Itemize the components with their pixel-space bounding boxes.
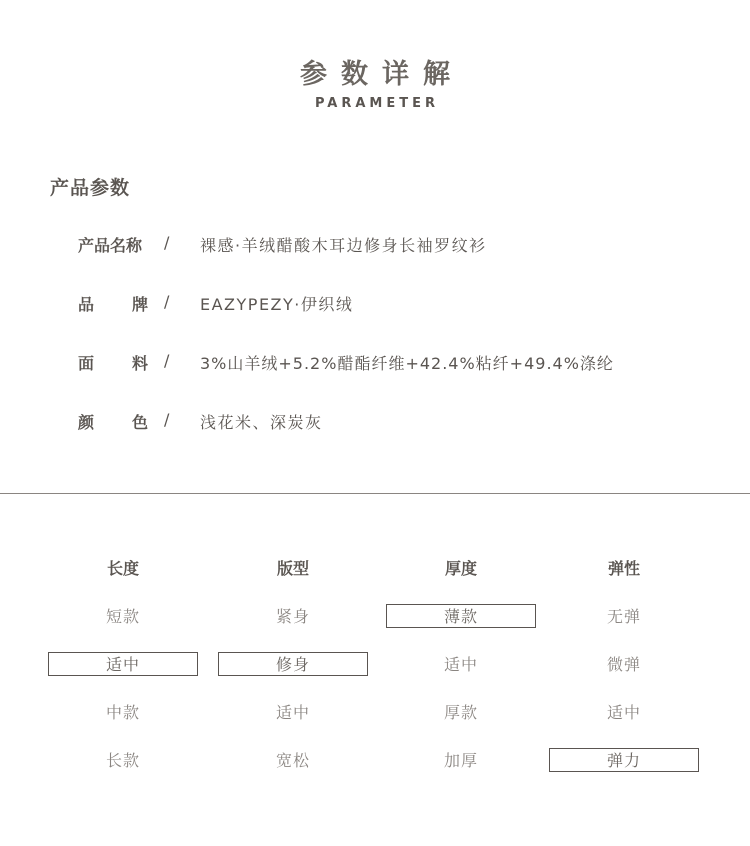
attribute-option: 适中 <box>606 703 641 722</box>
param-label <box>78 410 148 433</box>
page-subtitle: PARAMETER <box>314 96 440 111</box>
param-value: 浅花米、深炭灰 <box>200 413 323 432</box>
param-label-char: 牌 <box>131 295 148 314</box>
attribute-option-selected: 适中 <box>48 652 198 676</box>
attribute-header: 长度 <box>106 559 139 578</box>
param-row-name <box>78 233 718 257</box>
param-label-char: 品 <box>78 295 95 314</box>
attribute-header: 版型 <box>276 559 309 578</box>
param-label <box>78 351 148 374</box>
param-separator: / <box>164 351 170 370</box>
attribute-option: 长款 <box>105 751 140 770</box>
param-separator: / <box>164 410 170 429</box>
param-separator: / <box>164 233 170 252</box>
param-value: 3%山羊绒+5.2%醋酯纤维+42.4%粘纤+49.4%涤纶 <box>200 354 614 373</box>
param-label: 产品名称 <box>78 236 143 255</box>
attribute-option-selected: 薄款 <box>386 604 536 628</box>
attribute-option: 微弹 <box>606 655 641 674</box>
attribute-column-thickness <box>386 556 536 772</box>
attribute-option-selected: 弹力 <box>549 748 699 772</box>
attribute-option: 中款 <box>105 703 140 722</box>
section-title: 产品参数 <box>50 177 131 199</box>
attribute-option: 适中 <box>275 703 310 722</box>
attribute-option: 短款 <box>105 607 140 626</box>
attribute-option: 宽松 <box>275 751 310 770</box>
section-divider <box>0 493 750 494</box>
param-row-color <box>78 410 718 434</box>
param-value: 裸感·羊绒醋酸木耳边修身长袖罗纹衫 <box>200 236 487 255</box>
attribute-option: 无弹 <box>606 607 641 626</box>
param-row-material <box>78 351 718 375</box>
attribute-column-elasticity <box>549 556 699 772</box>
param-label-char: 颜 <box>78 413 95 432</box>
attribute-header: 厚度 <box>444 559 477 578</box>
attribute-option: 适中 <box>443 655 478 674</box>
param-separator: / <box>164 292 170 311</box>
param-label-char: 面 <box>78 354 95 373</box>
attribute-column-fit <box>218 556 368 772</box>
attribute-option: 紧身 <box>275 607 310 626</box>
attribute-column-length <box>48 556 198 772</box>
attribute-header: 弹性 <box>607 559 640 578</box>
page-title: 参数详解 <box>300 59 464 90</box>
param-row-brand <box>78 292 718 316</box>
attribute-option-selected: 修身 <box>218 652 368 676</box>
param-value: EAZYPEZY·伊织绒 <box>200 295 354 314</box>
attribute-option: 加厚 <box>443 751 478 770</box>
attribute-option: 厚款 <box>443 703 478 722</box>
param-label <box>78 292 148 315</box>
param-label-char: 料 <box>131 354 148 373</box>
param-label-char: 色 <box>131 413 148 432</box>
